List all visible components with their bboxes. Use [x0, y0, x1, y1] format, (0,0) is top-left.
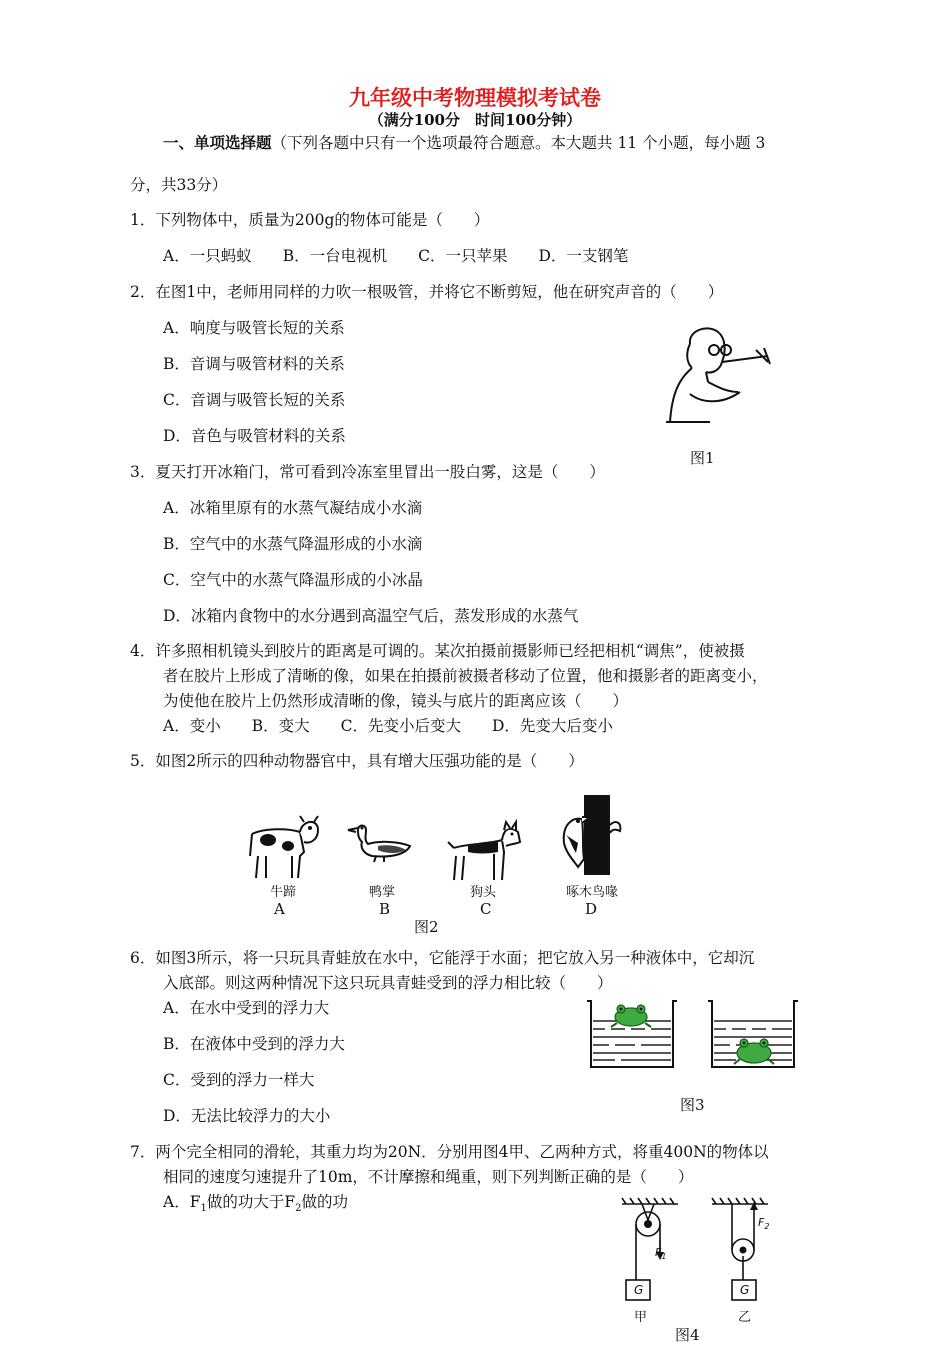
q7-option-a: A．$F_1$做的功大于$F_2$做的功	[163, 1193, 348, 1215]
q5-stem: 5．如图2所示的四种动物器官中，具有增大压强功能的是（ ）	[130, 752, 584, 770]
q6-option-d: D．无法比较浮力的大小	[163, 1107, 331, 1125]
figure-1-caption: 图1	[690, 449, 715, 467]
duck-icon	[344, 822, 416, 864]
q4-options: A．变小 B．变大 C．先变小后变大 D．先变大后变小	[163, 717, 613, 735]
animal-letter-c: C	[480, 900, 492, 918]
q1-stem: 1．下列物体中，质量为200g的物体可能是（ ）	[130, 211, 490, 229]
figure-2-caption: 图2	[414, 918, 439, 936]
q6-option-c: C．受到的浮力一样大	[163, 1071, 315, 1089]
page-subtitle: （满分100分 时间100分钟）	[368, 111, 582, 129]
q2-option-d: D．音色与吸管材料的关系	[163, 427, 346, 445]
figure-4-right-caption: 乙	[738, 1310, 752, 1325]
page-title: 九年级中考物理模拟考试卷	[349, 85, 601, 110]
animal-name-b: 鸭掌	[369, 885, 396, 900]
weight-left-label: G	[634, 1283, 644, 1297]
dog-icon	[444, 822, 524, 882]
q6-line-2: 入底部。则这两种情况下这只玩具青蛙受到的浮力相比较（ ）	[163, 974, 613, 992]
animal-name-a: 牛蹄	[270, 885, 297, 900]
figure-4-fixed-pulley	[620, 1196, 680, 1302]
q2-option-b: B．音调与吸管材料的关系	[163, 355, 345, 373]
q3-option-c: C．空气中的水蒸气降温形成的小冰晶	[163, 571, 423, 589]
q1-options: A．一只蚂蚁 B．一台电视机 C．一只苹果 D．一支钢笔	[163, 247, 629, 265]
f1-label: $F_1$	[655, 1246, 667, 1262]
q2-option-c: C．音调与吸管长短的关系	[163, 391, 346, 409]
frog-sunk-icon	[734, 1039, 774, 1064]
q7-line-1: 7．两个完全相同的滑轮，其重力均为20N．分别用图4甲、乙两种方式，将重400N的物体以	[130, 1143, 769, 1161]
q2-stem: 2．在图1中，老师用同样的力吹一根吸管，并将它不断剪短，他在研究声音的（ ）	[130, 283, 724, 301]
figure-3-caption: 图3	[680, 1096, 705, 1114]
section-desc-cont: 分，共33分）	[130, 176, 228, 194]
q4-line-2: 者在胶片上形成了清晰的像，如果在拍摄前被摄者移动了位置，他和摄影者的距离变小，	[163, 667, 768, 685]
q7-line-2: 相同的速度匀速提升了10m，不计摩擦和绳重，则下列判断正确的是（ ）	[163, 1168, 694, 1186]
q2-option-a: A．响度与吸管长短的关系	[163, 319, 345, 337]
animal-name-c: 狗头	[470, 885, 497, 900]
animal-letter-a: A	[274, 900, 285, 918]
figure-3-container-liquid	[706, 997, 801, 1069]
f2-label: $F_2$	[758, 1216, 770, 1232]
q6-option-b: B．在液体中受到的浮力大	[163, 1035, 345, 1053]
q6-line-1: 6．如图3所示，将一只玩具青蛙放在水中，它能浮于水面；把它放入另一种液体中，它却沉	[130, 949, 755, 967]
q3-stem: 3．夏天打开冰箱门，常可看到冷冻室里冒出一股白雾，这是（ ）	[130, 463, 605, 481]
figure-1-teacher-illustration	[660, 322, 785, 427]
cow-icon	[244, 812, 322, 882]
q3-option-d: D．冰箱内食物中的水分遇到高温空气后，蒸发形成的水蒸气	[163, 607, 579, 625]
animal-name-d: 啄木鸟喙	[566, 885, 619, 900]
q6-option-a: A．在水中受到的浮力大	[163, 999, 330, 1017]
q3-option-a: A．冰箱里原有的水蒸气凝结成小水滴	[163, 499, 423, 517]
figure-4-left-caption: 甲	[634, 1310, 648, 1325]
frog-floating-icon	[611, 1005, 651, 1027]
weight-right-label: G	[740, 1283, 750, 1297]
q4-line-1: 4．许多照相机镜头到胶片的距离是可调的。某次拍摄前摄影师已经把相机“调焦”，使被摄	[130, 642, 745, 660]
section-heading: 一、单项选择题	[163, 133, 272, 152]
section-desc: （下列各题中只有一个选项最符合题意。本大题共 11 个小题，每小题 3	[271, 134, 766, 152]
q3-option-b: B．空气中的水蒸气降温形成的小水滴	[163, 535, 423, 553]
q4-line-3: 为使他在胶片上仍然形成清晰的像，镜头与底片的距离应该（ ）	[163, 692, 629, 710]
animal-letter-b: B	[379, 900, 391, 918]
section-heading-line	[163, 132, 765, 154]
animal-letter-d: D	[585, 900, 598, 918]
figure-3-container-water	[585, 997, 680, 1069]
figure-4-caption: 图4	[675, 1326, 700, 1344]
woodpecker-icon	[556, 795, 628, 875]
